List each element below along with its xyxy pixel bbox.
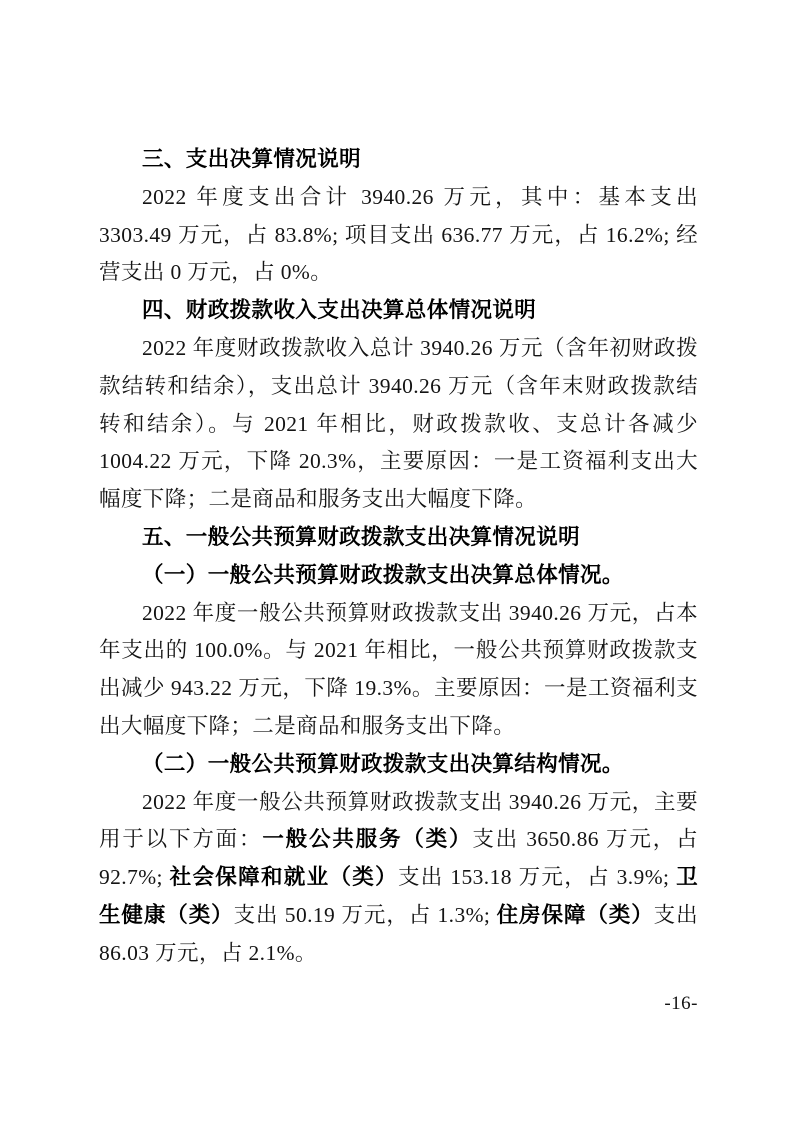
paragraph-segment: 支出 50.19 万元，占 1.3%; xyxy=(233,902,497,927)
section5-sub1-paragraph: 2022 年度一般公共预算财政拨款支出 3940.26 万元，占本年支出的 100.0%。与 2021 年相比，一般公共预算财政拨款支出减少 943.22 万元，下降 19.3%。主要原因：一是工资福利支出大幅度下降；二是商品和服务支出下降。 xyxy=(99,600,698,738)
subsection-heading-overall-situation: （一）一般公共预算财政拨款支出决算总体情况。 xyxy=(142,562,624,587)
expense-category-label: 一般公共服务（类） xyxy=(262,827,473,852)
paragraph-segment: 支出 86.03 万元，占 2.1%。 xyxy=(99,902,698,965)
section4-paragraph: 2022 年度财政拨款收入总计 3940.26 万元（含年初财政拨款结转和结余），支出总计 3940.26 万元（含年末财政拨款结转和结余）。与 2021 年相比，财政拨款收、支总计各减少 1004.22 万元，下降 20.3%，主要原因：一是工资福利支出大幅度下降；二是商品和服务支出大幅度下降。 xyxy=(99,335,698,512)
section5-sub2-paragraph xyxy=(99,784,698,973)
subsection-heading-structure-situation: （二）一般公共预算财政拨款支出决算结构情况。 xyxy=(142,751,624,776)
section-heading-expenditure-final-accounts: 三、支出决算情况说明 xyxy=(142,147,362,171)
expense-category-label: 住房保障（类） xyxy=(496,902,654,927)
expense-category-label: 卫生健康（类） xyxy=(99,865,698,927)
expense-category-label: 社会保障和就业（类） xyxy=(169,865,398,890)
document-body xyxy=(99,141,698,973)
section-heading-general-public-budget-expenditure: 五、一般公共预算财政拨款支出决算情况说明 xyxy=(142,524,581,549)
paragraph-segment: 2022 年度一般公共预算财政拨款支出 3940.26 万元，主要用于以下方面： xyxy=(99,789,698,852)
section3-paragraph: 2022 年度支出合计 3940.26 万元，其中：基本支出 3303.49 万元，占 83.8%; 项目支出 636.77 万元，占 16.2%; 经营支出 0 万元，占 0%。 xyxy=(99,184,698,285)
section-heading-fiscal-appropriation-overview: 四、财政拨款收入支出决算总体情况说明 xyxy=(142,298,537,323)
paragraph-segment: 支出 153.18 万元，占 3.9%; xyxy=(397,865,677,890)
page-number: -16- xyxy=(664,993,698,1014)
paragraph-segment: 支出 3650.86 万元，占 92.7%; xyxy=(99,827,698,890)
